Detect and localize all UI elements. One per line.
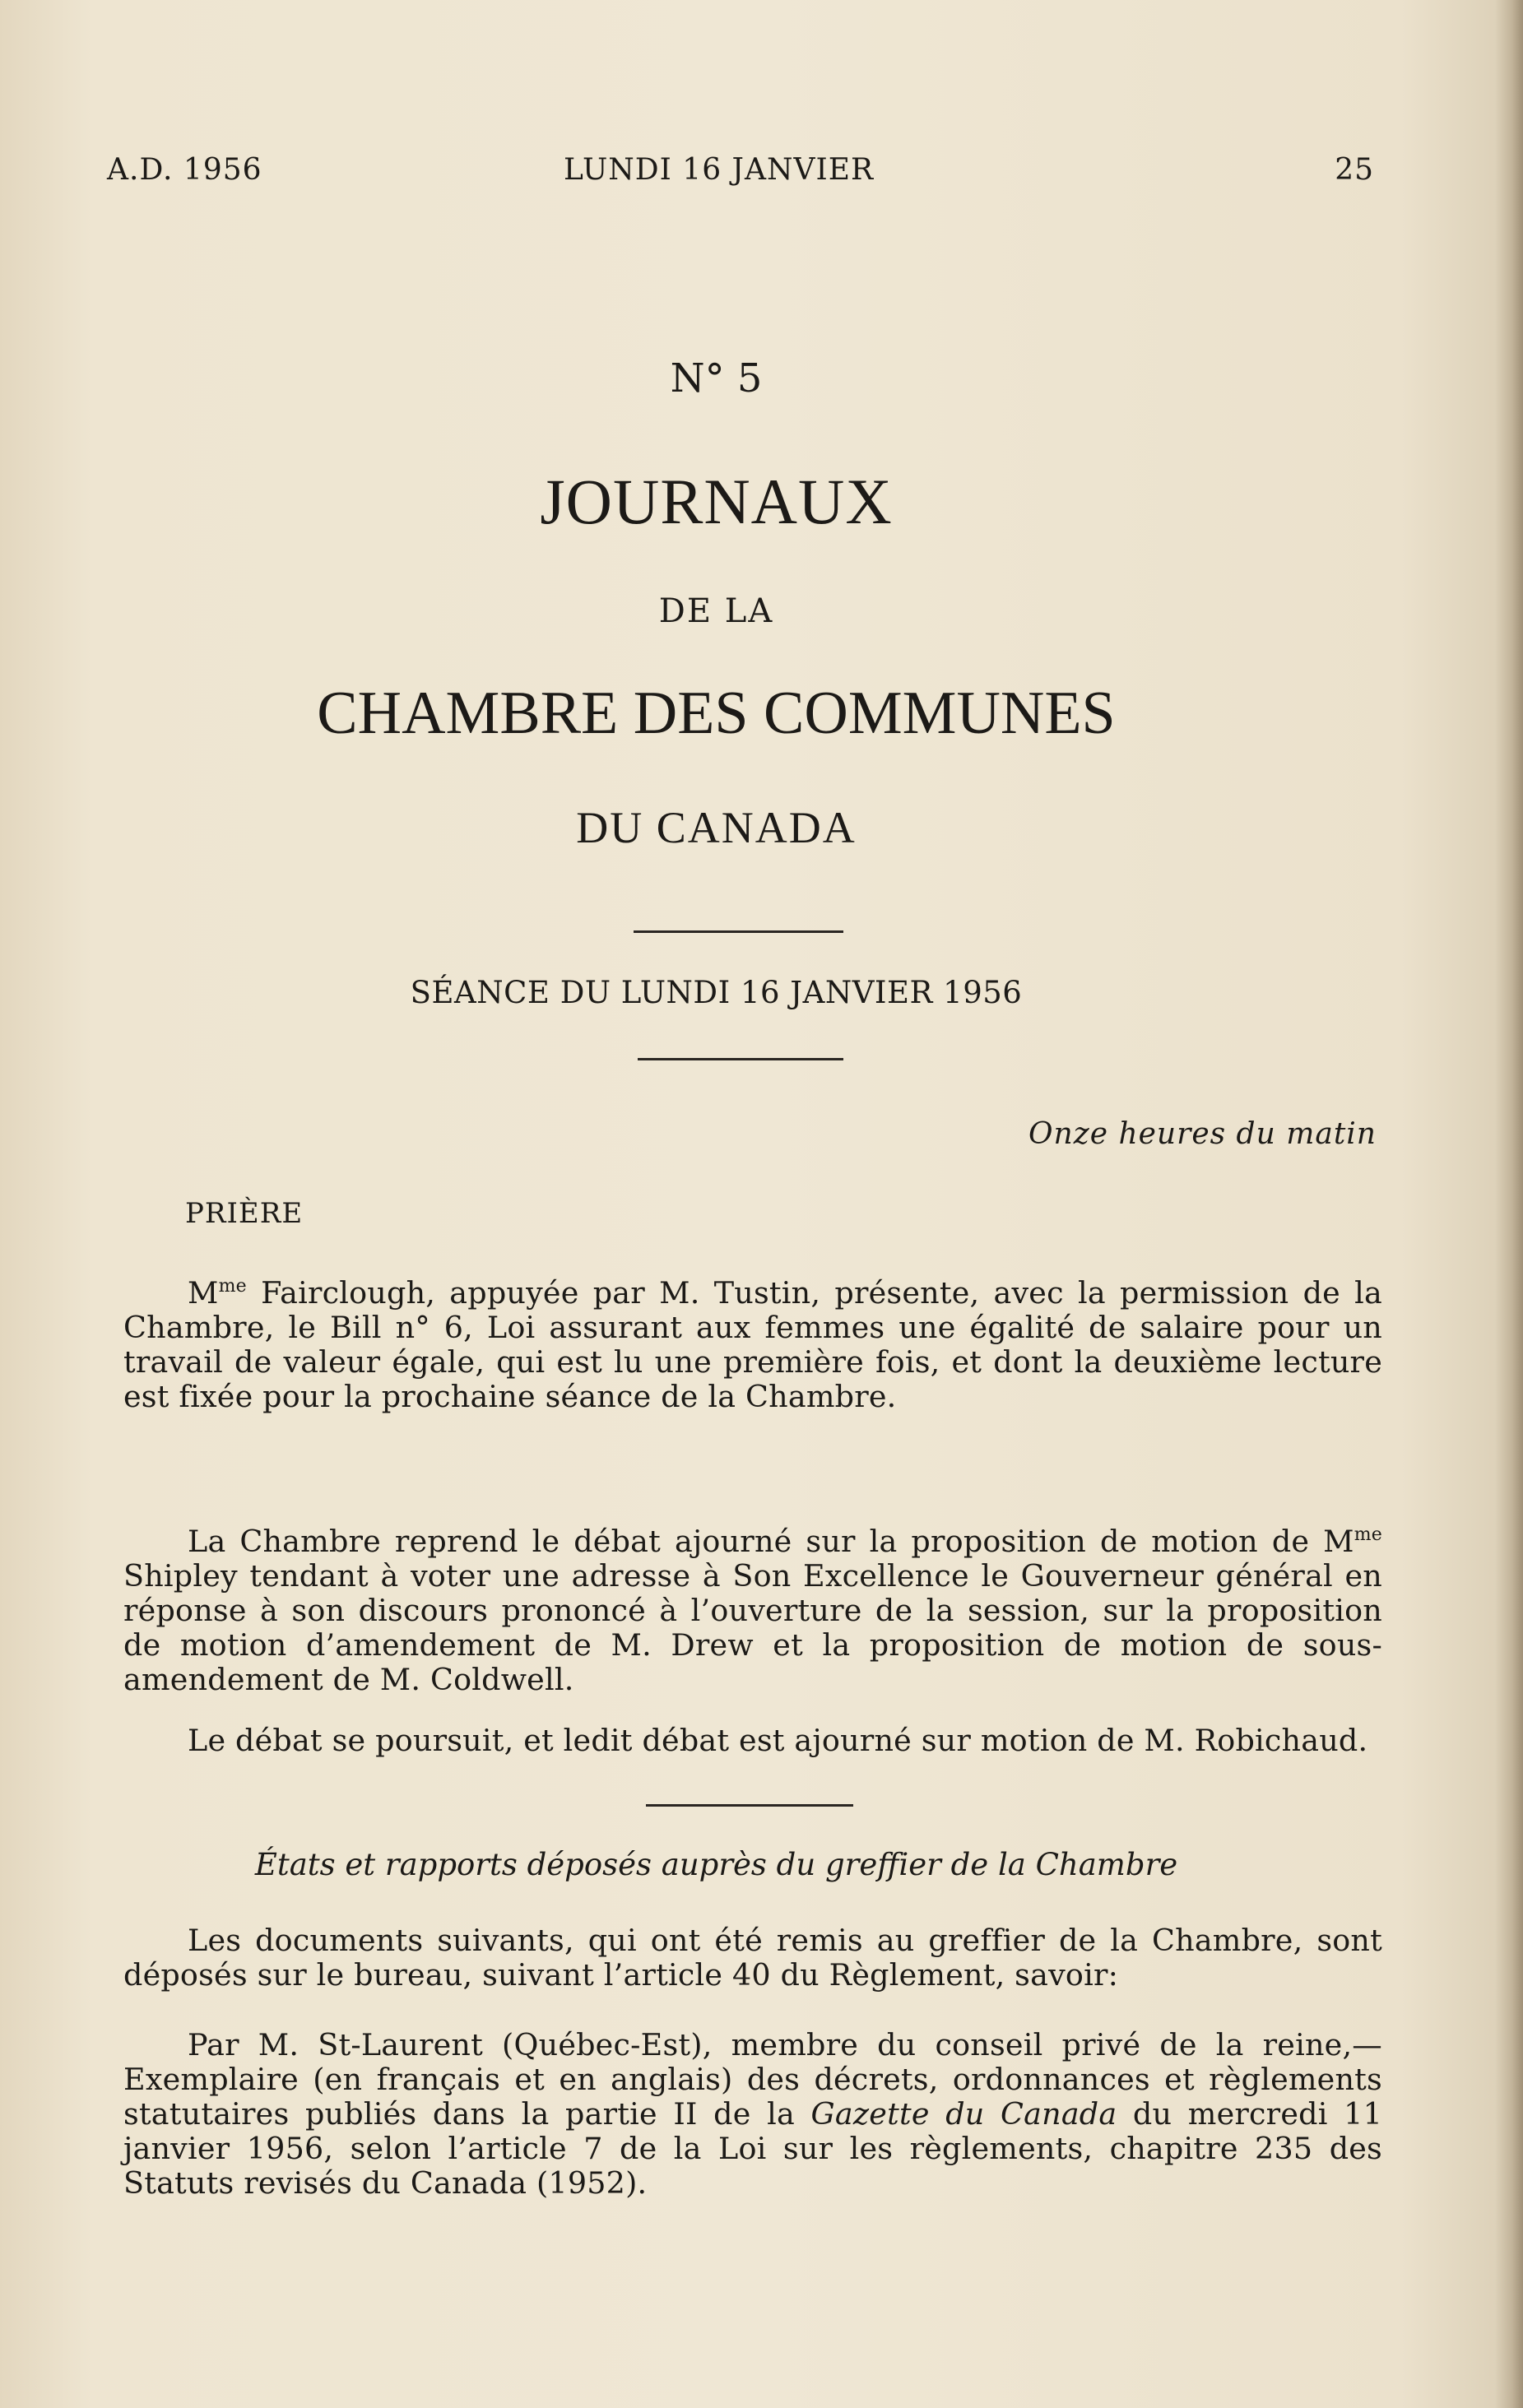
page-number: 25 — [1335, 153, 1374, 187]
paragraph-bill — [123, 1269, 1382, 1414]
divider-3 — [646, 1804, 853, 1807]
paragraph-rest: du mercredi 11 janvier 1956, selon l’article 7 de la Loi sur les règlements, chapitre 235 des Statuts revisés du Canada (1952). — [123, 2096, 1382, 2201]
paragraph-text: Le débat se poursuit, et ledit débat est ajourné sur motion de M. Robichaud. — [188, 1723, 1368, 1758]
title-du-canada: DU CANADA — [576, 803, 857, 852]
running-header — [107, 153, 1374, 194]
paragraph-start: Par M. St-Laurent (Québec-Est), membre du conseil privé de la reine,—Exemplaire (en français et en anglais) des décrets, ordonnances et règlements statutaires publiés dans la partie II de la — [123, 2027, 1382, 2132]
title-chambre: CHAMBRE DES COMMUNES — [317, 680, 1116, 747]
session-time: Onze heures du matin — [1028, 1117, 1377, 1151]
paragraph-start: La Chambre reprend le débat ajourné sur la proposition de motion de — [188, 1524, 1324, 1559]
title-journaux: JOURNAUX — [540, 466, 893, 537]
paragraph-st-laurent — [123, 2028, 1382, 2201]
paragraph-text: Les documents suivants, qui ont été remis au greffier de la Chambre, sont déposés sur le bureau, suivant l’article 40 du Règlement, savoir: — [123, 1923, 1382, 1993]
seance-heading: SÉANCE DU LUNDI 16 JANVIER 1956 — [410, 975, 1023, 1010]
header-year: A.D. 1956 — [107, 153, 262, 187]
paragraph-text: Fairclough, appuyée par M. Tustin, présente, avec la permission de la Chambre, le Bill n° 6, Loi assurant aux femmes une égalité de salaire pour un travail de valeur égale, qui est lu une première fois, et dont la deuxième lecture est fixée pour la prochaine séance de la Chambre. — [123, 1275, 1382, 1414]
gazette-title: Gazette du Canada — [810, 2096, 1117, 2132]
divider-1 — [634, 930, 843, 933]
paragraph-rest: Shipley tendant à voter une adresse à Son Excellence le Gouverneur général en réponse à son discours prononcé à l’ouverture de la session, sur la proposition de motion d’amendement de M. Drew et la proposition de motion de sous-amendement de M. Coldwell. — [123, 1558, 1382, 1697]
paragraph-documents — [123, 1923, 1382, 1993]
title-sup: me — [1354, 1524, 1382, 1545]
title-prefix: M — [188, 1275, 219, 1311]
paragraph-adjourned — [123, 1724, 1382, 1758]
divider-2 — [638, 1058, 843, 1060]
priere-heading: PRIÈRE — [185, 1197, 304, 1230]
title-sup: me — [218, 1276, 247, 1297]
paragraph-debate — [123, 1518, 1382, 1697]
title-de-la: DE LA — [658, 592, 774, 630]
page-edge-shadow — [1495, 0, 1523, 2408]
header-date: LUNDI 16 JANVIER — [564, 153, 875, 187]
title-prefix: M — [1323, 1524, 1354, 1559]
issue-number: N° 5 — [670, 355, 763, 401]
states-heading: États et rapports déposés auprès du greffier de la Chambre — [254, 1847, 1178, 1882]
